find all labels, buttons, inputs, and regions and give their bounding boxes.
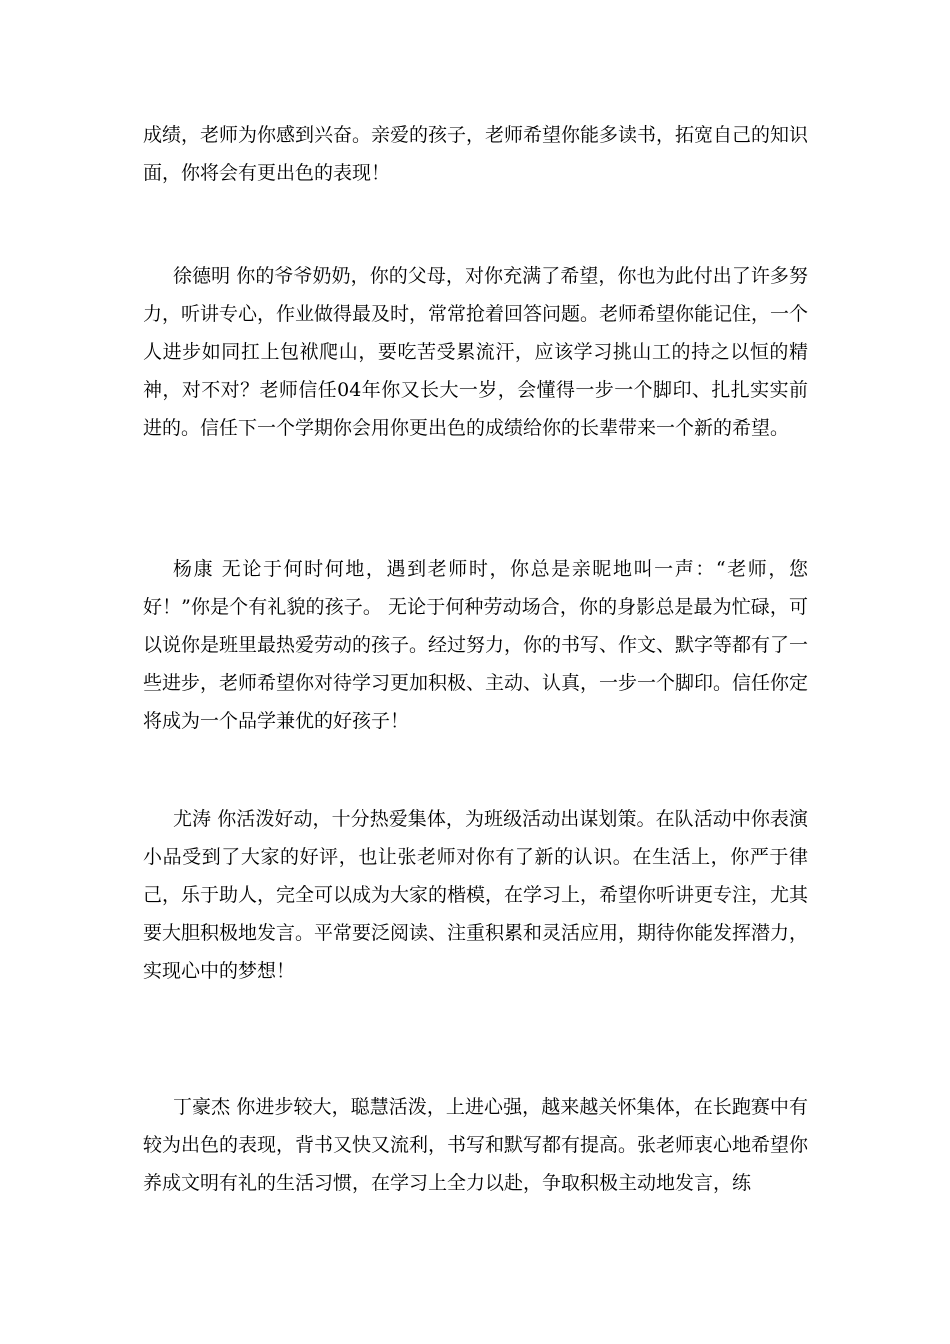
paragraph-xu-deming: 徐德明 你的爷爷奶奶，你的父母，对你充满了希望，你也为此付出了许多努力，听讲专心，作业做得最及时，常常抢着回答问题。老师希望你能记住，一个人进步如同扛上包袱爬山，要吃苦受累流汗，应该学习挑山工的持之以恒的精神，对不对？老师信任04年你又长大一岁，会懂得一步一个脚印、扎扎实实前进的。信任下一个学期你会用你更出色的成绩给你的长辈带来一个新的希望。	[143, 265, 809, 439]
paragraph-yang-kang: 杨康 无论于何时何地，遇到老师时，你总是亲昵地叫一声：“老师，您好！”你是个有礼貌的孩子。 无论于何种劳动场合，你的身影总是最为忙碌，可以说你是班里最热爱劳动的孩子。经过努力，你的书写、作文、默字等都有了一些进步，老师希望你对待学习更加积极、主动、认真，一步一个脚印。信任你定将成为一个品学兼优的好孩子！	[143, 558, 809, 732]
paragraph-you-tao: 尤涛 你活泼好动，十分热爱集体，为班级活动出谋划策。在队活动中你表演小品受到了大家的好评，也让张老师对你有了新的认识。在生活上，你严于律己，乐于助人，完全可以成为大家的楷模，在学习上，希望你听讲更专注，尤其要大胆积极地发言。平常要泛阅读、注重积累和灵活应用，期待你能发挥潜力，实现心中的梦想！	[143, 808, 809, 982]
paragraph-continuation: 成绩，老师为你感到兴奋。亲爱的孩子，老师希望你能多读书，拓宽自己的知识面，你将会有更出色的表现！	[143, 124, 809, 184]
paragraph-ding-haojie: 丁豪杰 你进步较大，聪慧活泼，上进心强，越来越关怀集体，在长跑赛中有较为出色的表现，背书又快又流利，书写和默写都有提高。张老师衷心地希望你养成文明有礼的生活习惯，在学习上全力以赴，争取积极主动地发言，练	[143, 1096, 809, 1194]
